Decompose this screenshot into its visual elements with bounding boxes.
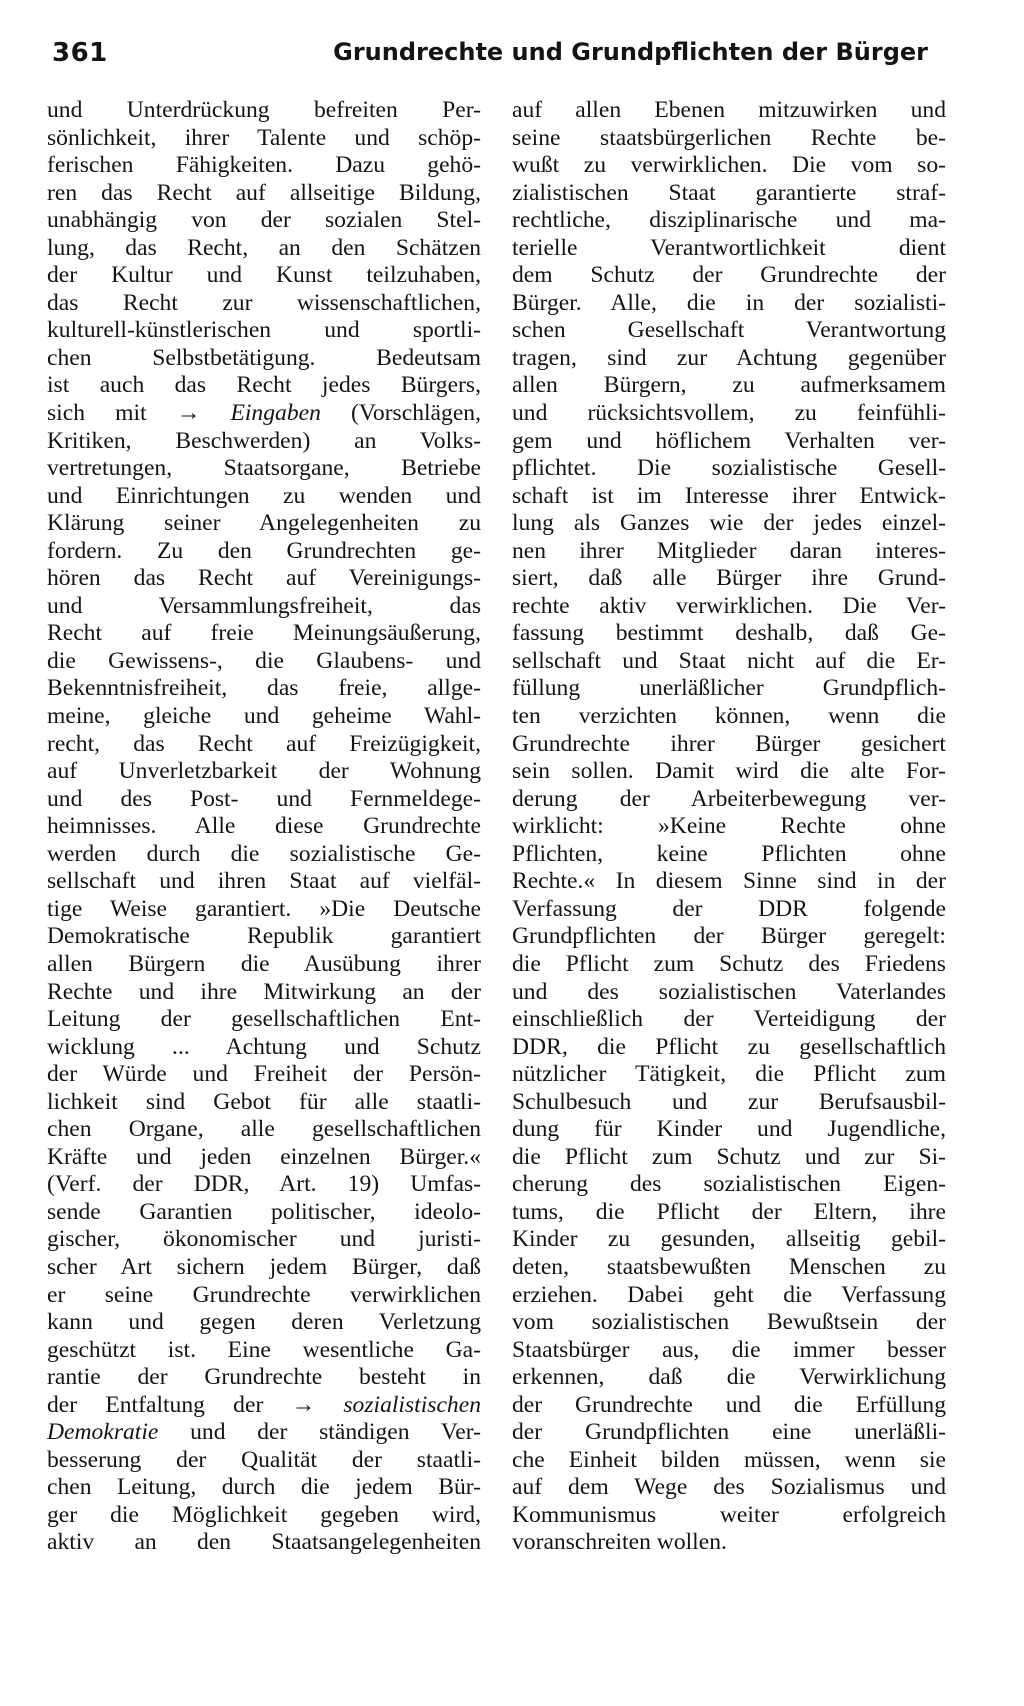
text-line: Grundpflichten der Bürger geregelt: [512,923,946,950]
text-line: lung, das Recht, an den Schätzen [47,234,481,261]
text-line: die Pflicht zum Schutz und zur Si- [512,1143,946,1170]
text-line: vertretungen, Staatsorgane, Betriebe [47,455,481,482]
cross-reference-term: Eingaben [230,400,321,427]
text-line: das Recht zur wissenschaftlichen, [47,289,481,316]
text-column-left [47,97,481,1557]
text-line: er seine Grundrechte verwirklichen [47,1281,481,1308]
text-line [47,1419,481,1447]
text-line: besserung der Qualität der staatli- [47,1446,481,1473]
text-line: kulturell-künstlerischen und sportli- [47,317,481,344]
text-line: Demokratische Republik garantiert [47,923,481,950]
text-line: ren das Recht auf allseitige Bildung, [47,179,481,206]
text-line [47,400,481,428]
text-line: dung für Kinder und Jugendliche, [512,1116,946,1143]
text-line: Bürger. Alle, die in der sozialisti- [512,289,946,316]
line-text: und der ständigen Ver- [158,1419,481,1446]
text-line: schen Gesellschaft Verantwortung [512,317,946,344]
text-line: sellschaft und Staat nicht auf die Er- [512,647,946,674]
text-line: ger die Möglichkeit gegeben wird, [47,1501,481,1528]
text-line: meine, gleiche und geheime Wahl- [47,703,481,730]
text-line: chen Selbstbetätigung. Bedeutsam [47,344,481,371]
text-line: deten, staatsbewußten Menschen zu [512,1253,946,1280]
text-line: ist auch das Recht jedes Bürgers, [47,372,481,399]
cross-reference-term: sozialistischen [343,1391,481,1418]
text-line: tige Weise garantiert. »Die Deutsche [47,895,481,922]
text-line: wußt zu verwirklichen. Die vom so- [512,152,946,179]
running-head-title: Grundrechte und Grundpflichten der Bürger [333,38,928,66]
text-line: unabhängig von der sozialen Stel- [47,207,481,234]
text-line: hören das Recht auf Vereinigungs- [47,565,481,592]
text-line: werden durch die sozialistische Ge- [47,840,481,867]
text-line: Staatsbürger aus, die immer besser [512,1336,946,1363]
text-line: nen ihrer Mitglieder daran interes- [512,537,946,564]
text-line: Klärung seiner Angelegenheiten zu [47,510,481,537]
text-line: rechtliche, disziplinarische und ma- [512,207,946,234]
text-line: DDR, die Pflicht zu gesellschaftlich [512,1033,946,1060]
text-line: Leitung der gesellschaftlichen Ent- [47,1006,481,1033]
text-line: auf allen Ebenen mitzuwirken und [512,97,946,123]
text-line: Rechte.« In diesem Sinne sind in der [512,868,946,895]
text-line: heimnisses. Alle diese Grundrechte [47,813,481,840]
text-line: und des sozialistischen Vaterlandes [512,978,946,1005]
text-line: Grundrechte ihrer Bürger gesichert [512,730,946,757]
text-line: Bekenntnisfreiheit, das freie, allge- [47,675,481,702]
text-line: die Gewissens-, die Glaubens- und [47,647,481,674]
text-line: der Grundpflichten eine unerläßli- [512,1419,946,1446]
text-line: Rechte und ihre Mitwirkung an der [47,978,481,1005]
text-line: erziehen. Dabei geht die Verfassung [512,1281,946,1308]
cross-reference-term: Demokratie [47,1419,159,1446]
text-line: sende Garantien politischer, ideolo- [47,1198,481,1225]
text-line: geschützt ist. Eine wesentliche Ga- [47,1336,481,1363]
text-line: gischer, ökonomischer und juristi- [47,1226,481,1253]
text-line: und des Post- und Fernmeldege- [47,785,481,812]
text-line: fassung bestimmt deshalb, daß Ge- [512,620,946,647]
text-line: vom sozialistischen Bewußtsein der [512,1309,946,1336]
text-line: Kinder zu gesunden, allseitig gebil- [512,1226,946,1253]
text-line: Recht auf freie Meinungsäußerung, [47,620,481,647]
text-line: rantie der Grundrechte besteht in [47,1364,481,1391]
text-line: und rücksichtsvollem, zu feinfühli- [512,400,946,427]
text-line: (Verf. der DDR, Art. 19) Umfas- [47,1171,481,1198]
text-line: terielle Verantwortlichkeit dient [512,234,946,261]
text-line: aktiv an den Staatsangelegenheiten [47,1529,481,1556]
text-line: seine staatsbürgerlichen Rechte be- [512,124,946,151]
text-line: che Einheit bilden müssen, wenn sie [512,1446,946,1473]
line-text: (Vorschlägen, [320,400,481,427]
text-line: auf dem Wege des Sozialismus und [512,1474,946,1501]
text-line: der Grundrechte und die Erfüllung [512,1391,946,1418]
text-line: sein sollen. Damit wird die alte For- [512,758,946,785]
text-line: voranschreiten wollen. [512,1529,727,1556]
text-line: sönlichkeit, ihrer Talente und schöp- [47,124,481,151]
text-line [47,1392,481,1420]
text-column-right [512,97,946,1557]
text-line: nützlicher Tätigkeit, die Pflicht zum [512,1061,946,1088]
text-line: Kritiken, Beschwerden) an Volks- [47,427,481,454]
text-line: ten verzichten können, wenn die [512,703,946,730]
text-line: und Einrichtungen zu wenden und [47,482,481,509]
line-text: der Entfaltung der → [47,1391,344,1418]
text-line: füllung unerläßlicher Grundpflich- [512,675,946,702]
text-line: cherung des sozialistischen Eigen- [512,1171,946,1198]
text-line: schaft ist im Interesse ihrer Entwick- [512,482,946,509]
text-line: wicklung ... Achtung und Schutz [47,1033,481,1060]
text-line: einschließlich der Verteidigung der [512,1006,946,1033]
text-line: Kräfte und jeden einzelnen Bürger.« [47,1143,481,1170]
text-line: Schulbesuch und zur Berufsausbil- [512,1088,946,1115]
text-line: dem Schutz der Grundrechte der [512,262,946,289]
text-line: lichkeit sind Gebot für alle staatli- [47,1088,481,1115]
text-line: wirklicht: »Keine Rechte ohne [512,813,946,840]
text-line: chen Leitung, durch die jedem Bür- [47,1474,481,1501]
text-line: fordern. Zu den Grundrechten ge- [47,537,481,564]
text-line: und Versammlungsfreiheit, das [47,592,481,619]
text-line: erkennen, daß die Verwirklichung [512,1364,946,1391]
text-line: pflichtet. Die sozialistische Gesell- [512,455,946,482]
text-line: derung der Arbeiterbewegung ver- [512,785,946,812]
text-line: die Pflicht zum Schutz des Friedens [512,950,946,977]
line-text: sich mit → [47,400,231,427]
text-line: und Unterdrückung befreiten Per- [47,97,481,123]
text-line: lung als Ganzes wie der jedes einzel- [512,510,946,537]
text-line: kann und gegen deren Verletzung [47,1309,481,1336]
text-line: der Würde und Freiheit der Persön- [47,1061,481,1088]
text-line: rechte aktiv verwirklichen. Die Ver- [512,592,946,619]
text-line: tums, die Pflicht der Eltern, ihre [512,1198,946,1225]
text-line: allen Bürgern, zu aufmerksamem [512,372,946,399]
text-line: scher Art sichern jedem Bürger, daß [47,1253,481,1280]
text-line: auf Unverletzbarkeit der Wohnung [47,758,481,785]
text-line: tragen, sind zur Achtung gegenüber [512,344,946,371]
text-line: chen Organe, alle gesellschaftlichen [47,1116,481,1143]
text-line: Pflichten, keine Pflichten ohne [512,840,946,867]
text-line: allen Bürgern die Ausübung ihrer [47,950,481,977]
text-line: sellschaft und ihren Staat auf vielfäl- [47,868,481,895]
text-line: der Kultur und Kunst teilzuhaben, [47,262,481,289]
text-line: recht, das Recht auf Freizügigkeit, [47,730,481,757]
page-number: 361 [52,38,108,68]
text-line: Kommunismus weiter erfolgreich [512,1501,946,1528]
text-line: gem und höflichem Verhalten ver- [512,427,946,454]
text-line: siert, daß alle Bürger ihre Grund- [512,565,946,592]
text-line: ferischen Fähigkeiten. Dazu gehö- [47,152,481,179]
text-line: zialistischen Staat garantierte straf- [512,179,946,206]
text-line: Verfassung der DDR folgende [512,895,946,922]
